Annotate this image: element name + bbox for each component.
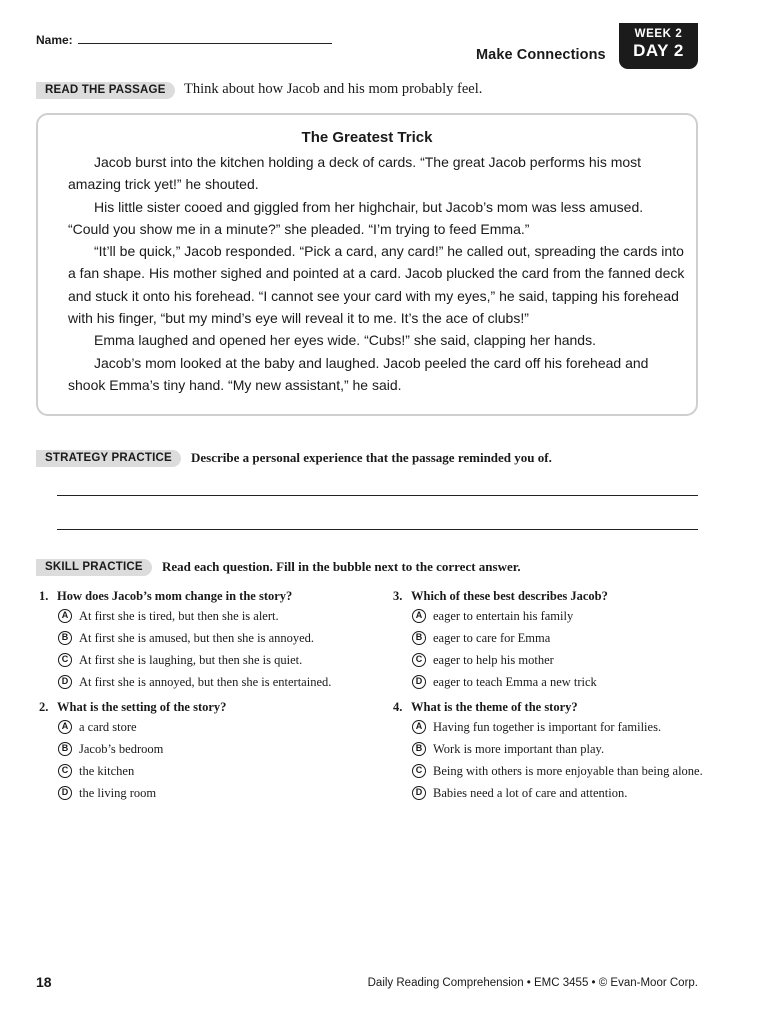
passage-paragraph: Jacob’s mom looked at the baby and laughed. Jacob peeled the card off his forehead and shook Emma’s tiny hand. “My new assistant,” he said.	[68, 354, 649, 393]
answer-bubble[interactable]: A	[412, 609, 426, 623]
answer-option[interactable]	[393, 674, 723, 690]
answer-bubble[interactable]: A	[412, 720, 426, 734]
answer-bubble[interactable]: B	[412, 631, 426, 645]
option-text: eager to entertain his family	[433, 609, 574, 623]
answer-option[interactable]	[393, 630, 723, 646]
answer-option[interactable]	[393, 719, 723, 735]
passage-body	[68, 151, 688, 396]
read-passage-instruction: Think about how Jacob and his mom probably feel.	[184, 81, 483, 97]
option-text: Having fun together is important for families.	[433, 720, 662, 734]
questions-left-column	[39, 589, 369, 811]
question-number: 1.	[39, 589, 49, 603]
page-title: Make Connections	[476, 47, 606, 63]
answer-option[interactable]	[39, 652, 369, 668]
question-stem	[393, 589, 723, 604]
answer-option[interactable]	[39, 719, 369, 735]
name-field-line[interactable]	[78, 43, 332, 44]
option-text: Jacob’s bedroom	[79, 742, 164, 756]
answer-option[interactable]	[39, 785, 369, 801]
answer-bubble[interactable]: C	[412, 653, 426, 667]
skill-practice-tab: SKILL PRACTICE	[36, 559, 152, 576]
page-number: 18	[36, 974, 52, 990]
question-number: 3.	[393, 589, 403, 603]
option-text: the kitchen	[79, 764, 135, 778]
footer-credit: Daily Reading Comprehension • EMC 3455 • © Evan-Moor Corp.	[367, 977, 698, 989]
answer-bubble[interactable]: D	[58, 675, 72, 689]
passage-title: The Greatest Trick	[301, 129, 433, 146]
question-stem	[39, 589, 369, 604]
option-text: At first she is annoyed, but then she is entertained.	[79, 675, 332, 689]
answer-bubble[interactable]: D	[412, 675, 426, 689]
passage-paragraph: Jacob burst into the kitchen holding a deck of cards. “The great Jacob performs his most amazing trick yet!” he shouted.	[68, 154, 642, 193]
answer-option[interactable]	[39, 741, 369, 757]
option-text: Work is more important than play.	[433, 742, 605, 756]
option-text: a card store	[79, 720, 137, 734]
week-label: WEEK 2	[634, 28, 683, 40]
answer-bubble[interactable]: C	[412, 764, 426, 778]
answer-line[interactable]	[57, 495, 698, 496]
questions-right-column	[393, 589, 723, 811]
answer-option[interactable]	[39, 608, 369, 624]
option-text: At first she is laughing, but then she is quiet.	[79, 653, 303, 667]
option-text: At first she is amused, but then she is annoyed.	[79, 631, 315, 645]
answer-bubble[interactable]: D	[58, 786, 72, 800]
question-stem	[39, 700, 369, 715]
question-3	[393, 589, 723, 690]
question-text: What is the theme of the story?	[411, 700, 578, 714]
skill-practice-instruction: Read each question. Fill in the bubble next to the correct answer.	[162, 559, 521, 574]
question-stem	[393, 700, 723, 715]
question-text: What is the setting of the story?	[57, 700, 227, 714]
strategy-practice-instruction: Describe a personal experience that the passage reminded you of.	[191, 450, 552, 465]
question-2	[39, 700, 369, 801]
answer-option[interactable]	[393, 741, 723, 757]
question-1	[39, 589, 369, 690]
question-4	[393, 700, 723, 801]
passage-paragraph: His little sister cooed and giggled from her highchair, but Jacob’s mom was less amused. “Could you show me in a minute?” she pleaded. “I’m trying to feed Emma.”	[68, 198, 644, 237]
name-label: Name:	[36, 33, 73, 47]
answer-bubble[interactable]: B	[58, 631, 72, 645]
answer-bubble[interactable]: A	[58, 720, 72, 734]
answer-option[interactable]	[39, 630, 369, 646]
passage-paragraph: Emma laughed and opened her eyes wide. “Cubs!” she said, clapping her hands.	[94, 332, 596, 349]
answer-option[interactable]	[39, 763, 369, 779]
week-day-badge	[619, 23, 698, 69]
answer-option[interactable]	[393, 652, 723, 668]
option-text: Babies need a lot of care and attention.	[433, 786, 628, 800]
read-passage-tab: READ THE PASSAGE	[36, 82, 175, 99]
answer-bubble[interactable]: B	[412, 742, 426, 756]
question-number: 4.	[393, 700, 403, 714]
answer-bubble[interactable]: D	[412, 786, 426, 800]
option-text: the living room	[79, 786, 157, 800]
answer-bubble[interactable]: C	[58, 653, 72, 667]
answer-option[interactable]	[393, 608, 723, 624]
option-text: eager to care for Emma	[433, 631, 551, 645]
option-text: Being with others is more enjoyable than being alone.	[433, 764, 703, 778]
answer-option[interactable]	[393, 785, 723, 801]
passage-box	[36, 113, 698, 416]
passage-paragraph: “It’ll be quick,” Jacob responded. “Pick a card, any card!” he called out, spreading the cards into a fan shape. His mother sighed and pointed at a card. Jacob plucked the card from the fanned deck and stuck it onto his forehead. “I cannot see your card with my eyes,” he said, tapping his forehead with his finger, “but my mind’s eye will reveal it to me. It’s the ace of clubs!”	[68, 243, 685, 327]
option-text: eager to help his mother	[433, 653, 554, 667]
answer-bubble[interactable]: B	[58, 742, 72, 756]
question-text: Which of these best describes Jacob?	[411, 589, 608, 603]
strategy-practice-tab: STRATEGY PRACTICE	[36, 450, 181, 467]
answer-option[interactable]	[393, 763, 713, 779]
question-number: 2.	[39, 700, 49, 714]
answer-bubble[interactable]: C	[58, 764, 72, 778]
answer-option[interactable]	[39, 674, 339, 690]
question-text: How does Jacob’s mom change in the story?	[57, 589, 293, 603]
option-text: At first she is tired, but then she is alert.	[79, 609, 279, 623]
answer-bubble[interactable]: A	[58, 609, 72, 623]
day-label: DAY 2	[633, 41, 684, 60]
option-text: eager to teach Emma a new trick	[433, 675, 597, 689]
answer-line[interactable]	[57, 529, 698, 530]
